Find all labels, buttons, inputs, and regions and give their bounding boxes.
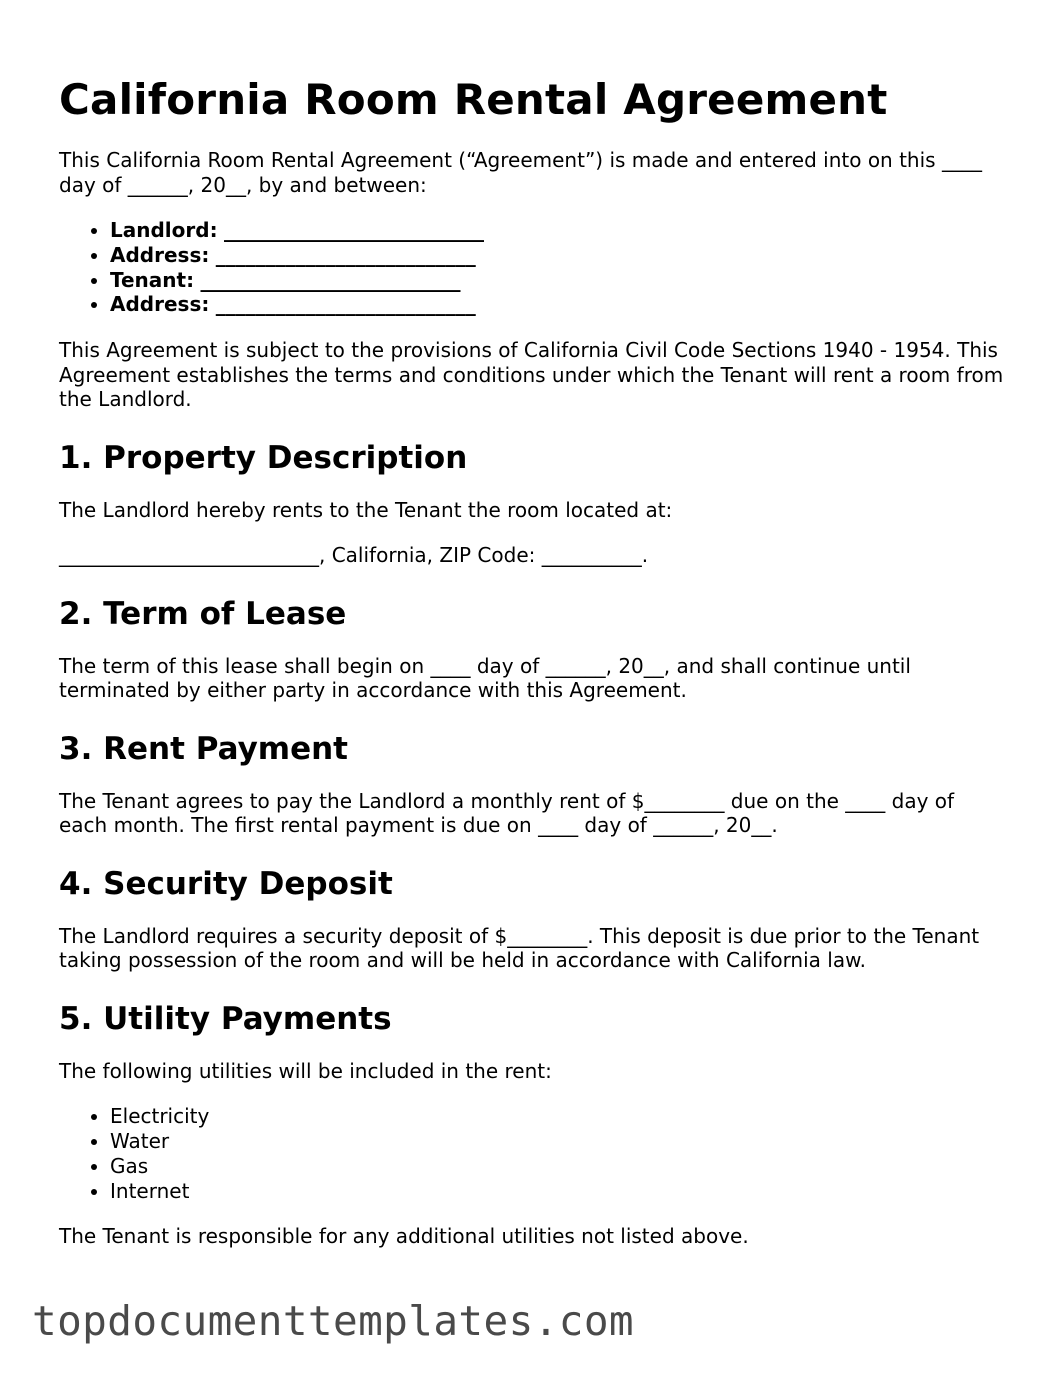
document-page — [59, 72, 1004, 1270]
utilities-footer: The Tenant is responsible for any additional utilities not listed above. — [59, 1224, 749, 1249]
utility-item: • Gas — [110, 1154, 1004, 1179]
party-label: Landlord: — [110, 218, 218, 242]
utility-item: • Internet — [110, 1179, 1004, 1204]
utilities-list — [59, 1104, 1004, 1203]
property-address-line: __________________________, California, ZIP Code: __________. — [59, 543, 649, 568]
party-blank: __________________________ — [215, 292, 476, 317]
party-landlord — [110, 218, 1004, 243]
party-blank: __________________________ — [215, 242, 476, 267]
term-text: The term of this lease shall begin on ____ day of ______, 20__, and shall continue until terminated by either party in accordance with this Agreement. — [59, 653, 911, 703]
party-label: Address: — [110, 292, 210, 317]
section-heading-utilities: 5. Utility Payments — [59, 1000, 392, 1037]
intro-paragraph: This California Room Rental Agreement (“Agreement”) is made and entered into on this ____ day of ______, 20__, by and between: — [59, 148, 982, 197]
utility-item: • Water — [110, 1129, 1004, 1154]
watermark: topdocumenttemplates.com — [32, 1297, 635, 1345]
property-text: The Landlord hereby rents to the Tenant the room located at: — [59, 497, 673, 522]
party-label: Address: — [110, 242, 210, 267]
deposit-text: The Landlord requires a security deposit of $________. This deposit is due prior to the Tenant taking possession of the room and will be held in accordance with California law. — [59, 923, 980, 973]
party-tenant-address — [110, 292, 1004, 317]
rent-text: The Tenant agrees to pay the Landlord a monthly rent of $________ due on the ____ day of each month. The first rental payment is due on ____ day of ______, 20__. — [59, 788, 955, 838]
section-heading-property: 1. Property Description — [59, 439, 468, 476]
utilities-text: The following utilities will be included in the rent: — [59, 1058, 552, 1083]
party-tenant — [110, 268, 1004, 293]
party-blank: __________________________ — [200, 267, 461, 292]
party-label: Tenant: — [110, 267, 195, 292]
utility-item: • Electricity — [110, 1104, 1004, 1129]
section-heading-rent: 3. Rent Payment — [59, 730, 348, 767]
section-heading-term: 2. Term of Lease — [59, 595, 347, 632]
page-title: California Room Rental Agreement — [59, 75, 888, 124]
provisions-paragraph: This Agreement is subject to the provisions of California Civil Code Sections 1940 - 1954. This Agreement establishes the terms and conditions under which the Tenant will rent a room from the Landlord. — [59, 338, 1004, 412]
parties-list — [59, 218, 1004, 317]
section-heading-deposit: 4. Security Deposit — [59, 865, 393, 902]
party-blank: __________________________ — [223, 218, 484, 242]
party-landlord-address — [110, 243, 1004, 268]
